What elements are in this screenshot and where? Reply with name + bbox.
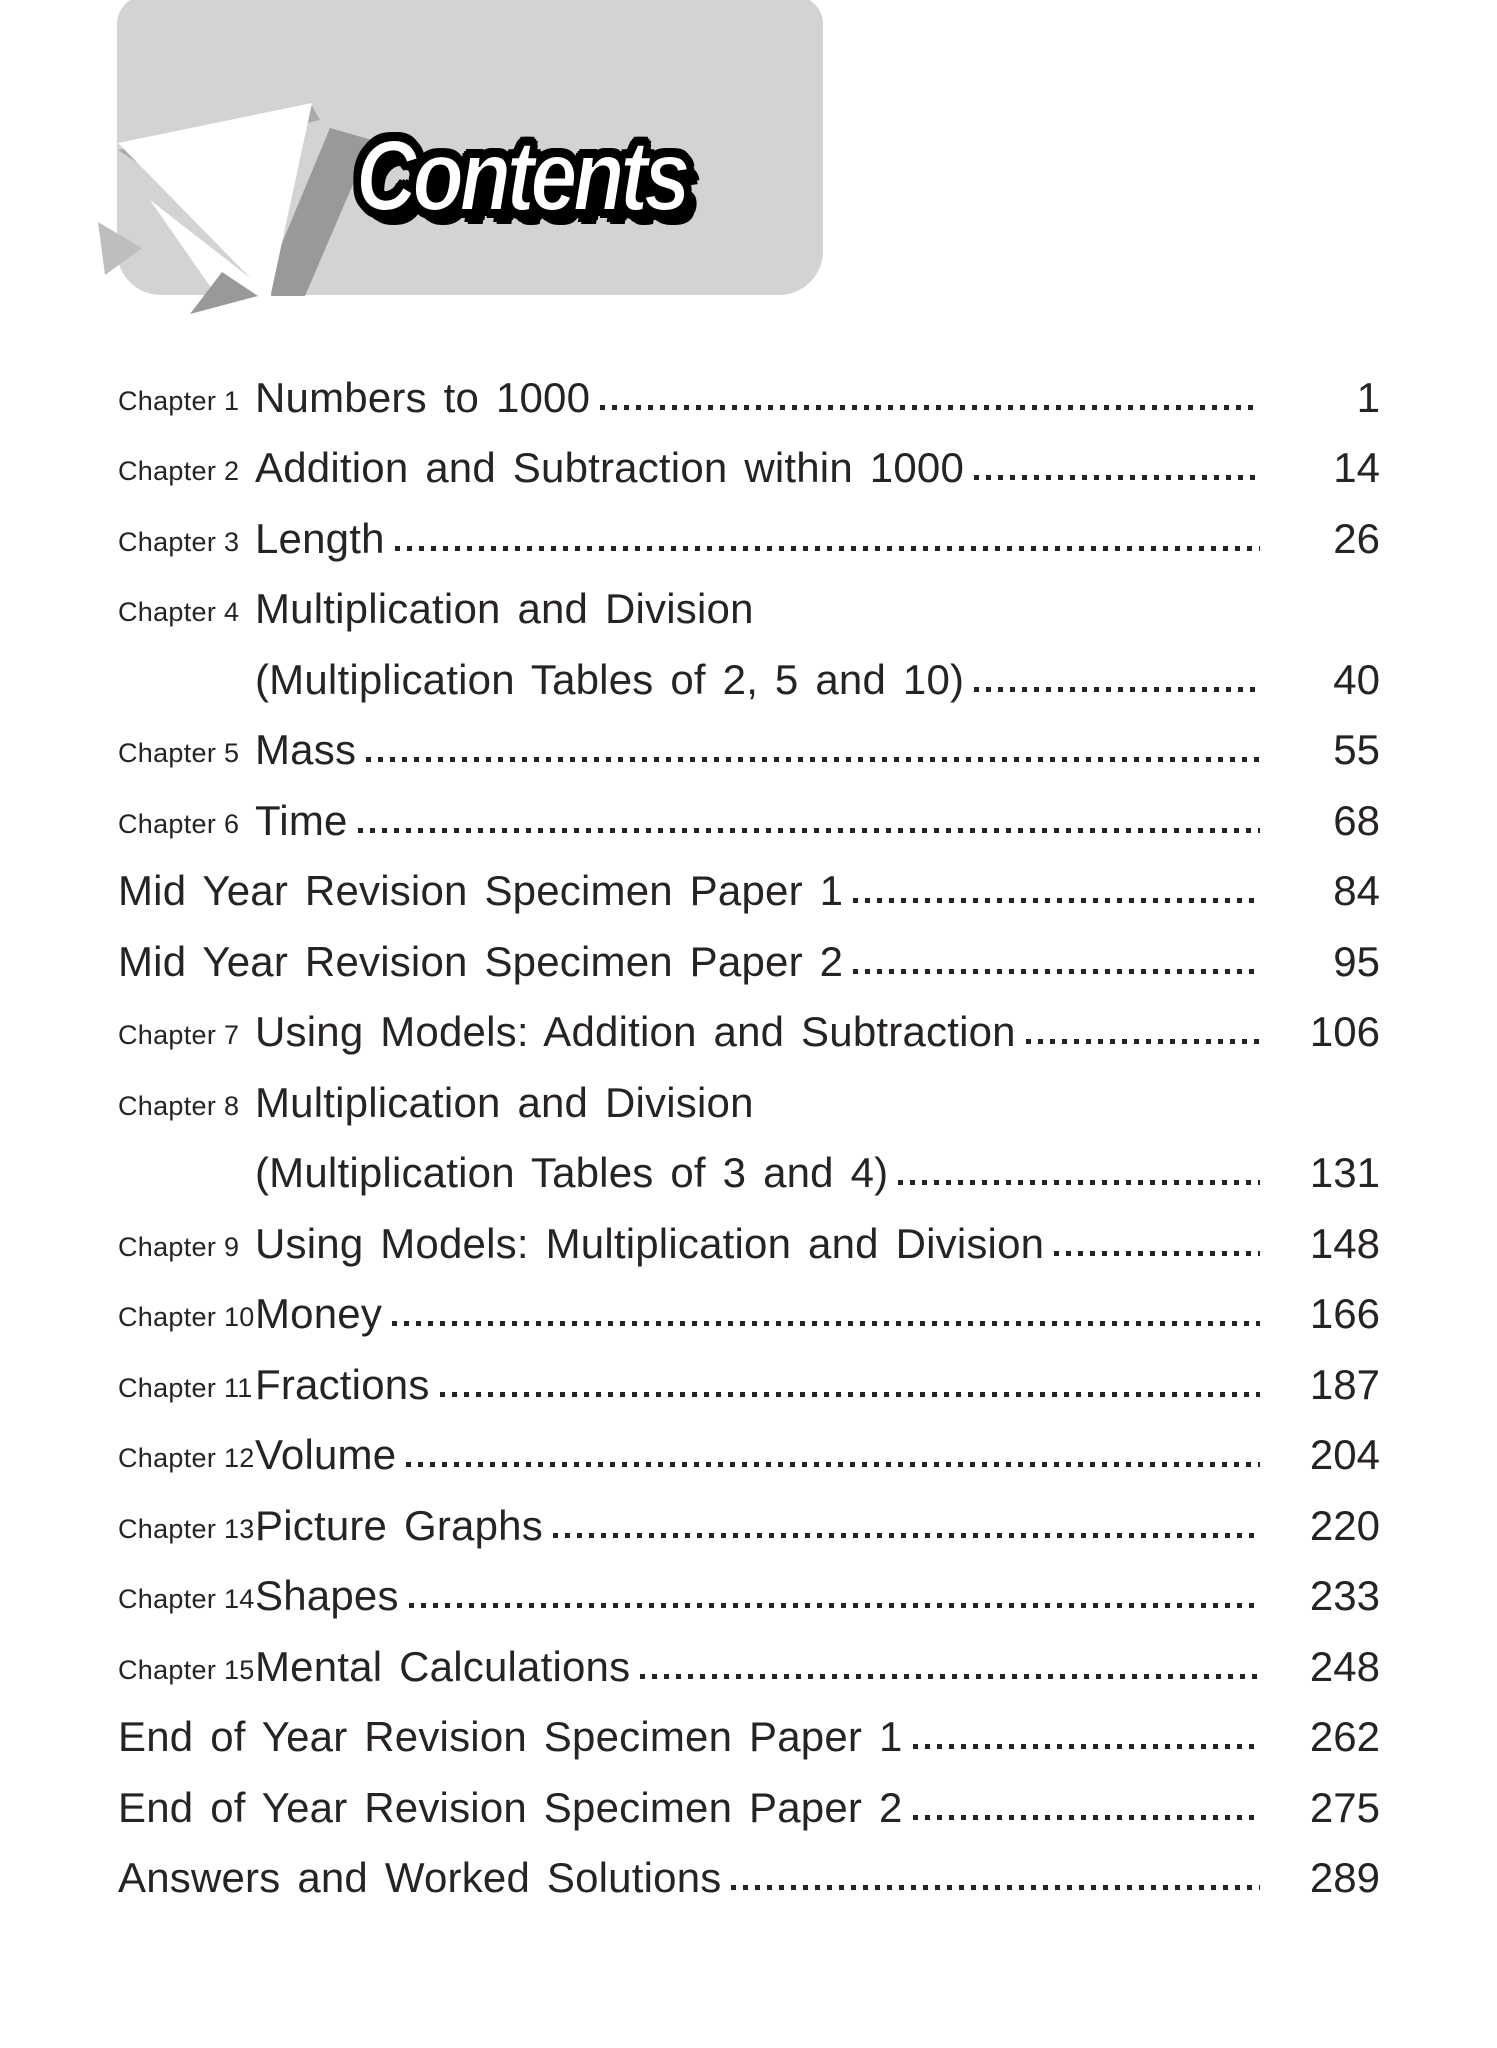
toc-row	[118, 348, 1380, 419]
dotted-leader	[366, 757, 1260, 762]
toc-row	[118, 560, 1380, 631]
page-number: 248	[1309, 1642, 1380, 1690]
entry-title: Length	[255, 514, 385, 562]
entry-title: Mental Calculations	[255, 1642, 631, 1690]
paper-arrow-icon	[60, 60, 400, 330]
page-number: 233	[1309, 1572, 1380, 1619]
toc-row	[118, 1758, 1380, 1829]
dotted-leader	[553, 1533, 1260, 1538]
toc-list	[118, 348, 1380, 1899]
page-number: 84	[1333, 867, 1380, 914]
dotted-leader	[440, 1392, 1260, 1397]
chapter-label: Chapter 15	[118, 1654, 255, 1685]
entry-title: Mid Year Revision Specimen Paper 1	[118, 867, 844, 914]
page-number: 68	[1333, 796, 1380, 844]
page-number: 40	[1333, 655, 1380, 703]
toc-row	[118, 1617, 1380, 1688]
page-number: 262	[1309, 1713, 1380, 1760]
dotted-leader	[640, 1674, 1260, 1679]
toc-row	[118, 1406, 1380, 1477]
page-number: 220	[1309, 1501, 1380, 1549]
page-number: 275	[1309, 1783, 1380, 1831]
toc-row	[118, 1194, 1380, 1265]
entry-title: Time	[255, 796, 348, 844]
dotted-leader	[392, 1321, 1260, 1326]
dotted-leader	[358, 828, 1260, 833]
dotted-leader	[395, 546, 1260, 551]
entry-title: (Multiplication Tables of 2, 5 and 10)	[255, 655, 965, 703]
entry-title: Answers and Worked Solutions	[118, 1854, 722, 1901]
dotted-leader	[913, 1744, 1260, 1749]
chapter-label: Chapter 8	[118, 1090, 240, 1121]
page-number: 289	[1309, 1854, 1380, 1901]
entry-title: End of Year Revision Specimen Paper 2	[118, 1783, 903, 1831]
page-number: 131	[1309, 1149, 1380, 1196]
chapter-label: Chapter 7	[118, 1020, 240, 1050]
page-number: 204	[1309, 1431, 1380, 1478]
toc-row	[118, 983, 1380, 1054]
toc-row	[118, 701, 1380, 772]
toc-row	[118, 1476, 1380, 1547]
toc-row	[118, 489, 1380, 560]
entry-title: Fractions	[255, 1360, 430, 1408]
dotted-leader	[974, 475, 1260, 480]
chapter-label: Chapter 2	[118, 456, 240, 486]
entry-title: Money	[255, 1290, 383, 1337]
entry-title: Picture Graphs	[255, 1501, 543, 1549]
chapter-label: Chapter 1	[118, 385, 240, 416]
toc-row	[118, 1265, 1380, 1336]
entry-title: Using Models: Addition and Subtraction	[255, 1008, 1016, 1055]
entry-title: Volume	[255, 1431, 397, 1478]
toc-row	[118, 1547, 1380, 1618]
page-number: 55	[1333, 726, 1380, 773]
page-number: 148	[1309, 1219, 1380, 1267]
entry-title: Mass	[255, 726, 357, 773]
entry-title: (Multiplication Tables of 3 and 4)	[255, 1149, 889, 1196]
dotted-leader	[1026, 1039, 1260, 1044]
toc-row	[118, 1124, 1380, 1195]
chapter-label: Chapter 13	[118, 1513, 255, 1544]
page-title: Contents	[356, 120, 687, 232]
page-number: 14	[1333, 444, 1380, 491]
entry-title: Addition and Subtraction within 1000	[255, 444, 965, 491]
entry-title: Using Models: Multiplication and Division	[255, 1219, 1045, 1267]
dotted-leader	[409, 1603, 1260, 1608]
chapter-label: Chapter 10	[118, 1302, 255, 1332]
dotted-leader	[853, 898, 1260, 903]
chapter-label: Chapter 12	[118, 1443, 255, 1473]
entry-title: Multiplication and Division	[255, 585, 754, 632]
entry-title: Shapes	[255, 1572, 399, 1619]
chapter-label: Chapter 5	[118, 738, 240, 768]
page-number: 95	[1333, 937, 1380, 985]
toc-row	[118, 419, 1380, 490]
dotted-leader	[898, 1180, 1260, 1185]
toc-row	[118, 630, 1380, 701]
toc-row	[118, 1335, 1380, 1406]
toc-row	[118, 1688, 1380, 1759]
entry-title: Multiplication and Division	[255, 1078, 754, 1126]
toc-row	[118, 771, 1380, 842]
dotted-leader	[913, 1815, 1260, 1820]
entry-title: Numbers to 1000	[255, 373, 591, 421]
dotted-leader	[974, 687, 1260, 692]
page-number: 1	[1356, 373, 1380, 421]
chapter-label: Chapter 4	[118, 597, 240, 627]
dotted-leader	[406, 1462, 1260, 1467]
entry-title: End of Year Revision Specimen Paper 1	[118, 1713, 903, 1760]
chapter-label: Chapter 6	[118, 808, 240, 839]
page-number: 187	[1309, 1360, 1380, 1408]
toc-row	[118, 842, 1380, 913]
dotted-leader	[1054, 1251, 1260, 1256]
entry-title: Mid Year Revision Specimen Paper 2	[118, 937, 844, 985]
chapter-label: Chapter 11	[118, 1372, 253, 1403]
dotted-leader	[853, 969, 1260, 974]
chapter-label: Chapter 9	[118, 1231, 240, 1262]
chapter-label: Chapter 3	[118, 526, 240, 557]
toc-row	[118, 1053, 1380, 1124]
page-number: 166	[1309, 1290, 1380, 1337]
dotted-leader	[731, 1885, 1260, 1890]
page-number: 26	[1333, 514, 1380, 562]
chapter-label: Chapter 14	[118, 1584, 255, 1614]
toc-row	[118, 1829, 1380, 1900]
dotted-leader	[600, 405, 1260, 410]
page-number: 106	[1309, 1008, 1380, 1055]
toc-row	[118, 912, 1380, 983]
